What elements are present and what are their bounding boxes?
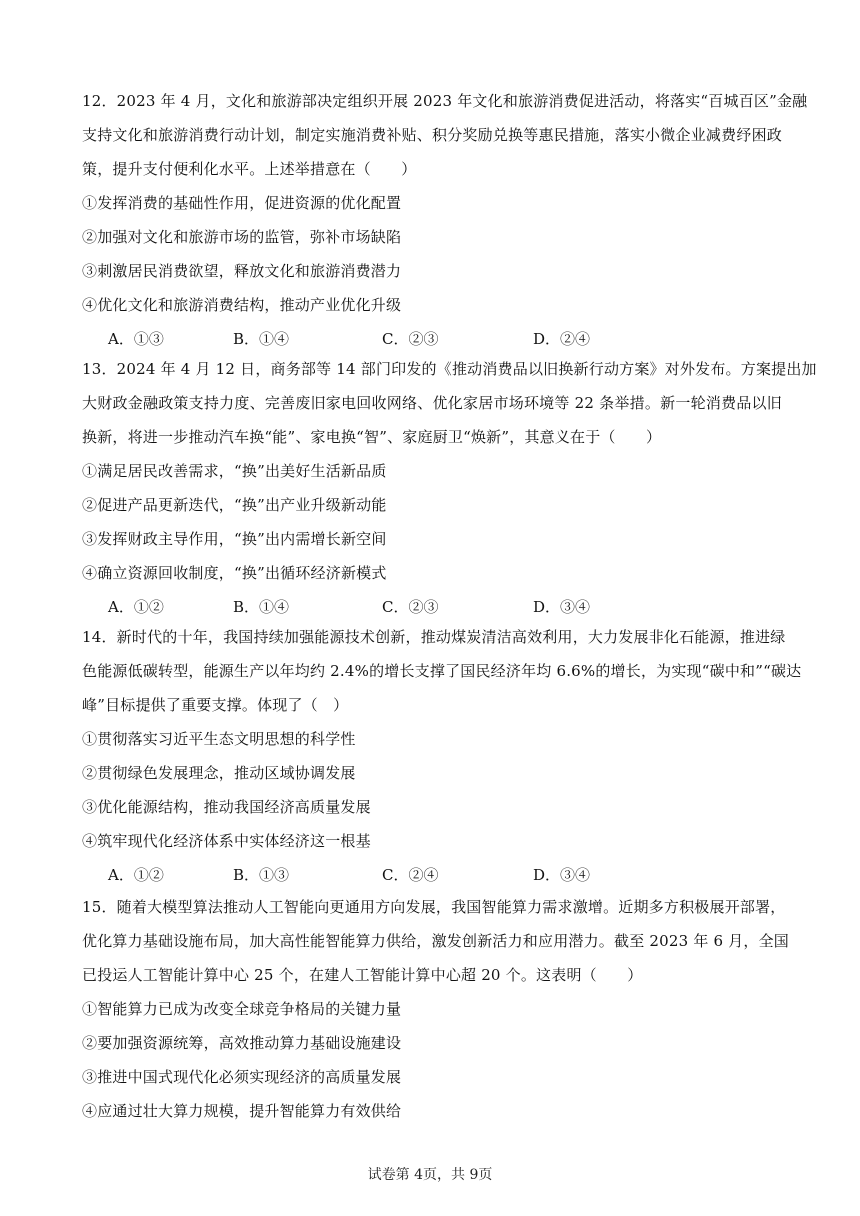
question-stem-line: 14．新时代的十年，我国持续加强能源技术创新，推动煤炭清洁高效利用，大力发展非化石能源，推进绿 — [82, 628, 786, 646]
question-15 — [82, 890, 789, 1128]
question-stem-line: 换新，将进一步推动汽车换“能”、家电换“智”、家庭厨卫“焕新”，其意义在于（ ） — [82, 428, 662, 446]
question-stem-line: 支持文化和旅游消费行动计划，制定实施消费补贴、积分奖励兑换等惠民措施，落实小微企业减费纾困政 — [82, 126, 782, 144]
statement-item: ①满足居民改善需求，“换”出美好生活新品质 — [82, 462, 387, 480]
statement-item: ②贯彻绿色发展理念，推动区域协调发展 — [82, 764, 356, 782]
question-14 — [82, 620, 802, 892]
question-stem-line: 峰”目标提供了重要支撑。体现了（ ） — [82, 696, 349, 714]
page-footer: 试卷第 4页，共 9页 — [367, 1167, 493, 1183]
option-a: A．①② — [108, 598, 164, 616]
statement-item: ③优化能源结构，推动我国经济高质量发展 — [82, 798, 371, 816]
option-a: A．①③ — [108, 330, 164, 348]
question-13 — [82, 352, 817, 624]
statement-item: ③刺激居民消费欲望，释放文化和旅游消费潜力 — [82, 262, 402, 280]
question-stem-line: 优化算力基础设施布局，加大高性能智能算力供给，激发创新活力和应用潜力。截至 2023 年 6 月，全国 — [82, 932, 789, 950]
statement-item: ②促进产品更新迭代，“换”出产业升级新动能 — [82, 496, 387, 514]
option-b: B．①④ — [233, 330, 290, 348]
statement-item: ④筑牢现代化经济体系中实体经济这一根基 — [82, 832, 371, 850]
statement-item: ①发挥消费的基础性作用，促进资源的优化配置 — [82, 194, 402, 212]
question-stem-line: 15．随着大模型算法推动人工智能向更通用方向发展，我国智能算力需求激增。近期多方积极展开部署， — [82, 898, 786, 916]
option-d: D．③④ — [533, 866, 591, 884]
option-d: D．②④ — [533, 330, 591, 348]
answer-options — [82, 590, 782, 624]
option-b: B．①③ — [233, 866, 290, 884]
option-c: C．②③ — [382, 598, 439, 616]
answer-options — [82, 858, 782, 892]
question-stem-line: 12．2023 年 4 月，文化和旅游部决定组织开展 2023 年文化和旅游消费促进活动，将落实“百城百区”金融 — [82, 92, 808, 110]
question-stem-line: 色能源低碳转型，能源生产以年均约 2.4%的增长支撑了国民经济年均 6.6%的增长，为实现“碳中和”“碳达 — [82, 662, 802, 680]
question-stem-line: 13．2024 年 4 月 12 日，商务部等 14 部门印发的《推动消费品以旧换新行动方案》对外发布。方案提出加 — [82, 360, 817, 378]
question-12 — [82, 84, 808, 356]
statement-item: ④优化文化和旅游消费结构，推动产业优化升级 — [82, 296, 402, 314]
statement-item: ④确立资源回收制度，“换”出循环经济新模式 — [82, 564, 387, 582]
option-c: C．②③ — [382, 330, 439, 348]
statement-item: ①贯彻落实习近平生态文明思想的科学性 — [82, 730, 356, 748]
option-c: C．②④ — [382, 866, 439, 884]
statement-item: ①智能算力已成为改变全球竞争格局的关键力量 — [82, 1000, 402, 1018]
statement-item: ③推进中国式现代化必须实现经济的高质量发展 — [82, 1068, 402, 1086]
option-a: A．①② — [108, 866, 164, 884]
statement-item: ③发挥财政主导作用，“换”出内需增长新空间 — [82, 530, 387, 548]
option-b: B．①④ — [233, 598, 290, 616]
question-stem-line: 大财政金融政策支持力度、完善废旧家电回收网络、优化家居市场环境等 22 条举措。新一轮消费品以旧 — [82, 394, 782, 412]
statement-item: ②要加强资源统筹，高效推动算力基础设施建设 — [82, 1034, 402, 1052]
statement-item: ④应通过壮大算力规模，提升智能算力有效供给 — [82, 1102, 402, 1120]
question-stem-line: 已投运人工智能计算中心 25 个，在建人工智能计算中心超 20 个。这表明（ ） — [82, 966, 643, 984]
question-stem-line: 策，提升支付便利化水平。上述举措意在（ ） — [82, 160, 417, 178]
answer-options — [82, 322, 782, 356]
statement-item: ②加强对文化和旅游市场的监管，弥补市场缺陷 — [82, 228, 402, 246]
option-d: D．③④ — [533, 598, 591, 616]
